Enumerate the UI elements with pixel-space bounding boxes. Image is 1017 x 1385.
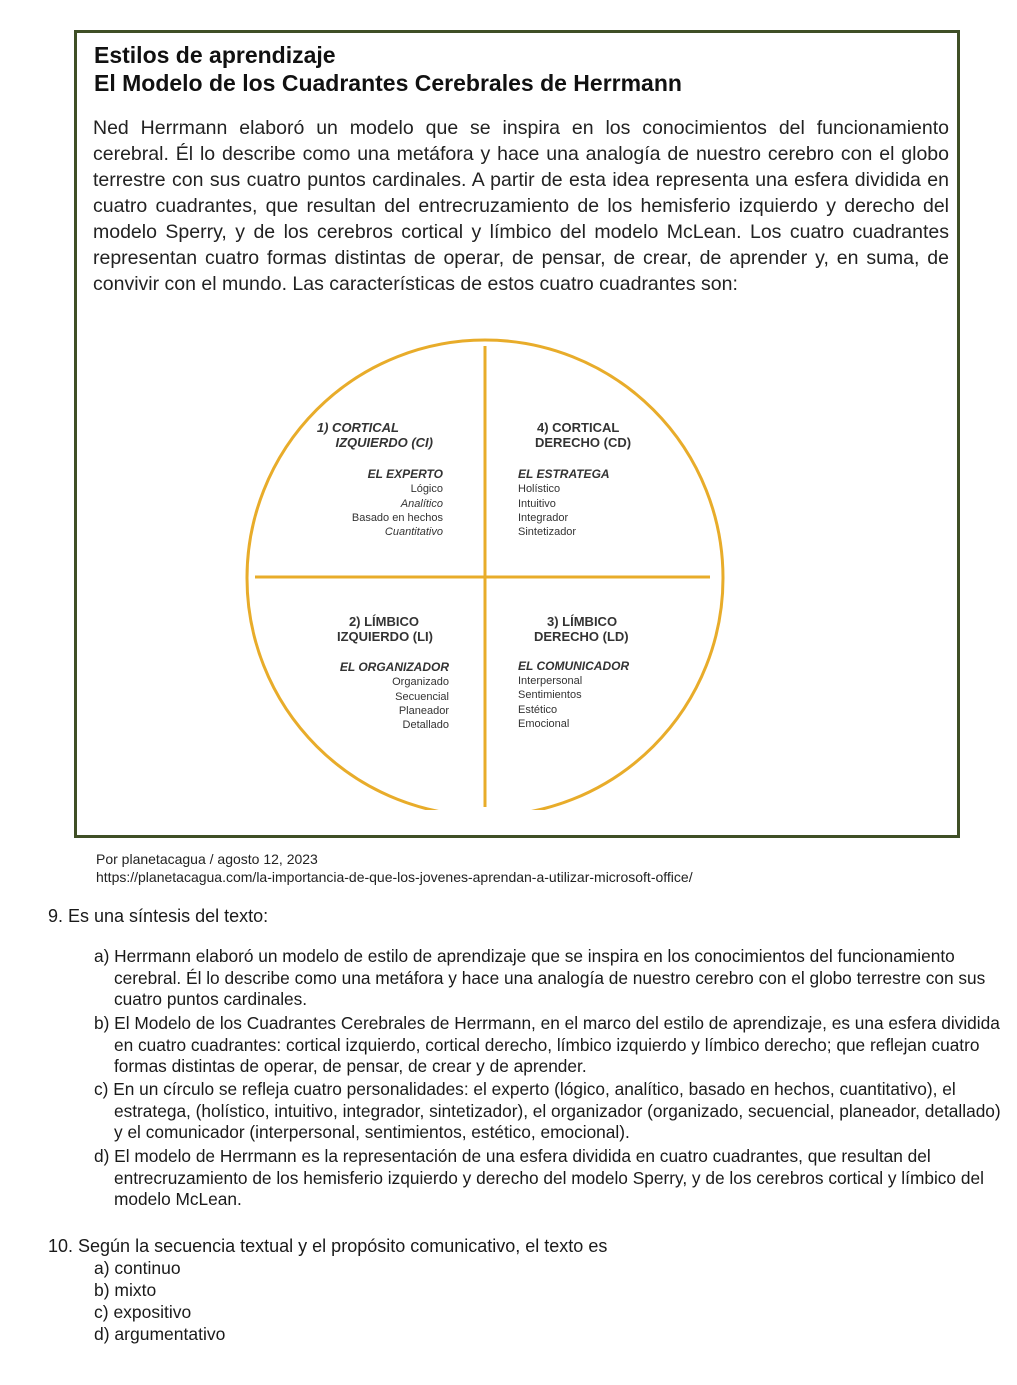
question-10: 10. Según la secuencia textual y el propósito comunicativo, el texto es [48, 1236, 608, 1256]
q3-title-line2: DERECHO (LD) [534, 629, 629, 644]
q3-title-line1: 3) LÍMBICO [547, 614, 618, 629]
q4-trait: Integrador [518, 512, 569, 524]
q9-option-a: a) Herrmann elaboró un modelo de estilo de aprendizaje que se inspira en los conocimientos del funcionamiento cerebral. Él lo describe como una metáfora y hace una analogía de nuestro cerebro con el globo terrestre con sus cuatro puntos cardinales. [94, 946, 986, 1009]
q4-role: EL ESTRATEGA [518, 467, 610, 481]
q2-title-line1: 2) LÍMBICO [348, 614, 419, 629]
q9-option-c: c) En un círculo se refleja cuatro personalidades: el experto (lógico, analítico, basado en hechos, cuantitativo), el estratega, (holístico, intuitivo, integrador, sintetizador), el organizador (organizado, secuencial, planeador, detallado) y el comunicador (interpersonal, sentimientos, estético, emocional). [94, 1079, 1001, 1142]
q10-option-c: c) expositivo [94, 1302, 192, 1322]
q3-trait: Sentimientos [518, 689, 582, 701]
q10-option-a: a) continuo [94, 1258, 181, 1278]
q1-title-line1: 1) CORTICAL [316, 420, 399, 435]
q2-trait: Detallado [402, 719, 449, 731]
question-9: 9. Es una síntesis del texto: [48, 906, 269, 926]
source-byline: Por planetacagua / agosto 12, 2023 [96, 851, 318, 867]
q1-title-line2: IZQUIERDO (CI) [335, 435, 433, 450]
q4-trait: Sintetizador [518, 526, 577, 538]
q2-trait: Organizado [392, 676, 449, 688]
q4-trait: Holístico [518, 483, 561, 495]
q1-trait: Basado en hechos [351, 512, 443, 524]
q4-trait: Intuitivo [518, 498, 556, 510]
q1-role: EL EXPERTO [367, 467, 443, 481]
q4-title-line2: DERECHO (CD) [535, 435, 632, 450]
q3-trait: Estético [518, 704, 558, 716]
q1-trait: Analítico [400, 498, 443, 510]
q9-option-b: b) El Modelo de los Cuadrantes Cerebrales de Herrmann, en el marco del estilo de aprendizaje, es una esfera dividida en cuatro cuadrantes: cortical izquierdo, cortical derecho, límbico izquierdo y límbico derecho; que reflejan cuatro formas distintas de operar, de pensar, de crear y de aprender. [94, 1013, 1000, 1076]
q2-role: EL ORGANIZADOR [339, 660, 449, 674]
herrmann-quadrants-diagram [165, 310, 805, 810]
q4-title-line1: 4) CORTICAL [537, 420, 620, 435]
q10-option-d: d) argumentativo [94, 1324, 226, 1344]
page-title: El Modelo de los Cuadrantes Cerebrales de Herrmann [94, 70, 682, 96]
q2-trait: Secuencial [395, 691, 449, 703]
q3-trait: Emocional [518, 718, 570, 730]
source-url: https://planetacagua.com/la-importancia-de-que-los-jovenes-aprendan-a-utilizar-microsoft-office/ [96, 869, 693, 885]
q3-trait: Interpersonal [518, 675, 583, 687]
q1-trait: Cuantitativo [384, 526, 443, 538]
q1-trait: Lógico [410, 483, 443, 495]
q9-option-d: d) El modelo de Herrmann es la representación de una esfera dividida en cuatro cuadrantes, que resultan del entrecruzamiento de los hemisferio izquierdo y derecho del modelo Sperry, y de los cerebros cortical y límbico del modelo McLean. [94, 1146, 984, 1209]
q2-trait: Planeador [398, 705, 449, 717]
q2-title-line2: IZQUIERDO (LI) [336, 629, 433, 644]
q10-option-b: b) mixto [94, 1280, 157, 1300]
q3-role: EL COMUNICADOR [518, 659, 630, 673]
section-title: Estilos de aprendizaje [94, 42, 336, 68]
intro-paragraph: Ned Herrmann elaboró un modelo que se inspira en los conocimientos del funcionamiento cerebral. Él lo describe como una metáfora y hace una analogía de nuestro cerebro con el globo terrestre con sus cuatro puntos cardinales. A partir de esta idea representa una esfera dividida en cuatro cuadrantes, que resultan del entrecruzamiento de los hemisferio izquierdo y derecho del modelo Sperry, y de los cerebros cortical y límbico del modelo McLean. Los cuatro cuadrantes representan cuatro formas distintas de operar, de pensar, de crear, de aprender y, en suma, de convivir con el mundo. Las características de estos cuatro cuadrantes son: [93, 117, 949, 295]
